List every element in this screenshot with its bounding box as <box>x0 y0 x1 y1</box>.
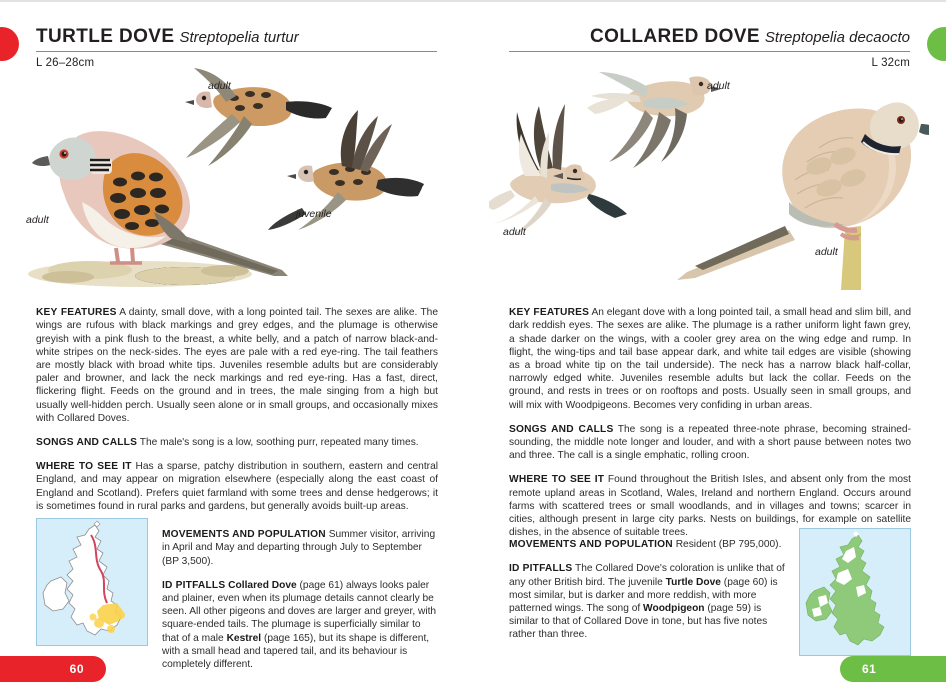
id-pitfalls-text: The Collared Dove's coloration is unlike that of any other British bird. The juvenile Turtle Dove (page 60) is most similar, but is darker and more reddish, with more patterned wings. The song of Woodpigeon (page 59) is similar to that of Collared Dove in tone, but has five notes rather than three. <box>509 563 785 641</box>
scientific-name: Streptopelia turtur <box>179 29 299 46</box>
plate-label-flying-adult-lower: adult <box>503 226 526 238</box>
page-number-left-value: 60 <box>69 662 84 676</box>
plate-label-perched-adult: adult <box>815 246 838 258</box>
body-length: L 32cm <box>871 57 910 69</box>
right-lower-block <box>509 528 911 656</box>
key-features-label: KEY FEATURES <box>36 307 117 319</box>
movements-and-population-paragraph <box>162 528 438 568</box>
right-lower-text-column <box>509 528 785 656</box>
key-features-paragraph <box>509 306 911 412</box>
songs-and-calls-label: SONGS AND CALLS <box>509 423 614 435</box>
id-pitfalls-paragraph <box>509 562 785 641</box>
ground-sand <box>28 261 252 287</box>
left-lower-block <box>36 518 438 671</box>
flying-adult-collared-dove-lower <box>489 104 627 236</box>
species-heading <box>509 26 910 52</box>
songs-and-calls-label: SONGS AND CALLS <box>36 437 138 449</box>
movements-and-population-text: Resident (BP 795,000). <box>675 539 782 551</box>
id-pitfalls-label: ID PITFALLS <box>509 563 573 575</box>
collared-dove-artwork <box>489 58 929 290</box>
page-number-left <box>0 656 106 682</box>
plate-label-perched-adult: adult <box>26 214 49 226</box>
right-page-body <box>509 296 911 539</box>
perched-adult-turtle-dove <box>32 131 288 276</box>
flying-adult-collared-dove-upper <box>587 72 721 168</box>
section-tab-right <box>927 27 946 61</box>
uk-range-map-collared-dove <box>800 529 910 655</box>
page-number-right <box>840 656 946 682</box>
left-page-body <box>36 296 438 513</box>
turtle-dove-artwork <box>20 62 456 290</box>
id-pitfalls-paragraph <box>162 579 438 671</box>
common-name: TURTLE DOVE <box>36 26 175 47</box>
uk-range-map-turtle-dove <box>37 519 147 645</box>
turtle-dove-distribution-map <box>36 518 148 646</box>
id-pitfalls-label: ID PITFALLS <box>162 579 226 591</box>
where-to-see-it-label: WHERE TO SEE IT <box>36 461 132 473</box>
plate-label-flying-adult: adult <box>208 80 231 92</box>
body-length: L 26–28cm <box>36 57 95 69</box>
page-number-right-value: 61 <box>862 662 877 676</box>
species-heading <box>36 26 437 52</box>
right-page <box>473 0 946 700</box>
plate-label-flying-juvenile: juvenile <box>296 208 332 220</box>
key-features-paragraph <box>36 306 438 425</box>
movements-and-population-label: MOVEMENTS AND POPULATION <box>162 529 326 541</box>
neck-stripe-patch <box>90 158 112 174</box>
movements-and-population-text: Summer visitor, arriving in April and May and departing through July to September (BP 3,500). <box>162 529 436 567</box>
scientific-name: Streptopelia decaocto <box>764 29 910 46</box>
songs-and-calls-text: The male's song is a low, soothing purr, repeated many times. <box>139 437 419 449</box>
turtle-dove-illustration-plate <box>20 62 456 290</box>
left-lower-text-column <box>162 518 438 671</box>
collared-dove-illustration-plate <box>489 58 925 286</box>
where-to-see-it-text: Has a sparse, patchy distribution in southern, eastern and central England, and may appear on migration elsewhere (especially along the east coast of England and Scotland). Prefers quiet farmland with some trees and dense hedgerows; it is sometimes found in rural parks and gardens, but generally avoids built-up areas. <box>36 461 439 512</box>
songs-and-calls-paragraph <box>509 423 911 463</box>
key-features-text: A dainty, small dove, with a long pointed tail. The sexes are alike. The wings are rufous with black markings and grey edges, and the plumage is otherwise greyish with a pink flush to the breast, a white belly, and a patch of narrow black-and-white stripes on the neck-sides. The eyes are pale with a red eye-ring. The tail feathers are mostly black with broad white tips. Juveniles resemble adults but are considerably paler and browner, and lack the neck markings and red eye-ring. Has a fast, direct, flickering flight. Feeds on the ground and in trees, the male singing from a high but usually well-hidden perch. Usually seen alone or in small groups, and occasionally mixes with Collared Doves. <box>36 307 438 424</box>
perched-adult-collared-dove <box>677 102 929 290</box>
flying-juvenile-turtle-dove <box>268 110 432 230</box>
key-features-label: KEY FEATURES <box>509 307 590 319</box>
where-to-see-it-paragraph <box>36 460 438 513</box>
plate-label-flying-adult-upper: adult <box>707 80 730 92</box>
where-to-see-it-text: Found throughout the British Isles, and absent only from the most remote upland areas in Scotland, Wales, Ireland and northern England. Occurs around farms with scattered trees or small woodlands, and in villages and towns; scarcer in cities, although present in large city parks. Nests on buildings, for example on satellite dishes, in the absence of suitable trees. <box>509 474 911 539</box>
songs-and-calls-paragraph <box>36 436 438 449</box>
common-name: COLLARED DOVE <box>590 26 760 47</box>
movements-and-population-paragraph <box>509 538 785 551</box>
collared-dove-distribution-map <box>799 528 911 656</box>
songs-and-calls-text: The song is a repeated three-note phrase, becoming strained-sounding, the middle note longer and louder, and with a short pause between notes two and three. The call is a single emphatic, rolling croon. <box>509 423 911 462</box>
where-to-see-it-label: WHERE TO SEE IT <box>509 474 605 486</box>
id-pitfalls-text: Collared Dove (page 61) always looks paler and plainer, even when its plumage details cannot clearly be seen. All other pigeons and doves are larger and greyer, with square-ended tails. The plumage is superficially similar to that of a male Kestrel (page 165), but its shape is different, with a small head and tapered tail, and its behaviour is completely different. <box>162 579 437 671</box>
key-features-text: An elegant dove with a long pointed tail, a small head and slim bill, and dark reddish eyes. The sexes are alike. The plumage is a rather uniform light fawn grey, a shade darker on the wings, with a cooler grey area on the wing edge and rump. In flight, the wing-tips and tail base appear dark, and white tail edges are visible (showing as a broad white tip on the tail underside). The neck has a narrow black half-collar, narrowly edged white. Juveniles resemble adults but lack the collar. Feeds on the ground, and rests in trees or on rooftops and posts. Usually seen in small groups, and will mix with Woodpigeons. Becomes very confiding in urban areas. <box>509 307 911 411</box>
section-tab-left <box>0 27 19 61</box>
movements-and-population-label: MOVEMENTS AND POPULATION <box>509 539 673 551</box>
